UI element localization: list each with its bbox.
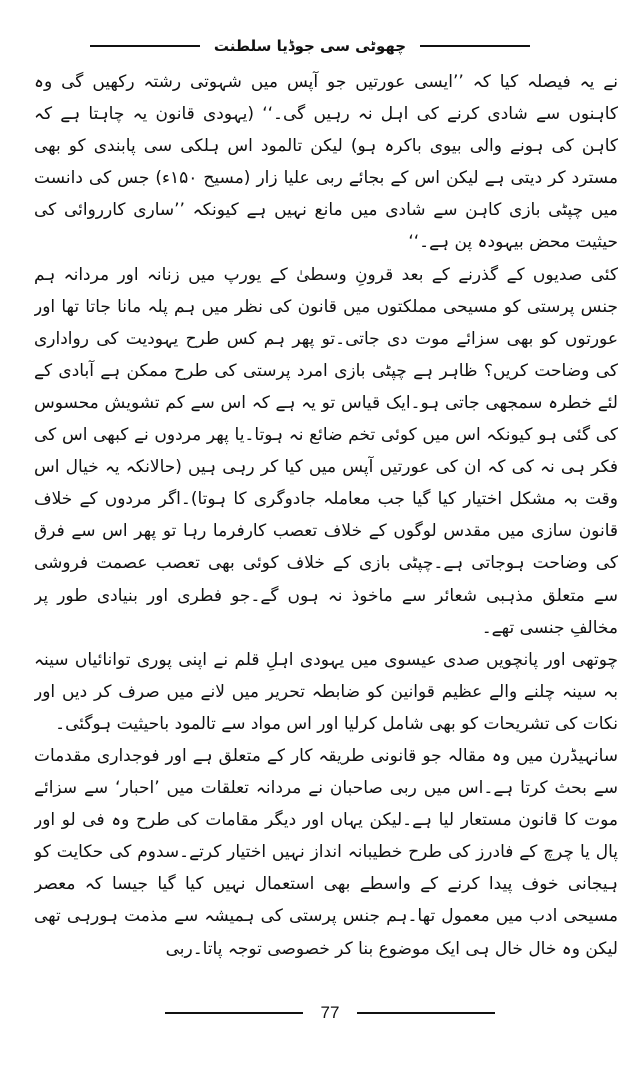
running-header-title: چھوٹی سی جوڈیا سلطنت [213, 37, 407, 55]
page-footer [165, 998, 495, 1028]
footer-rule-right [357, 1012, 495, 1014]
header-rule-right [420, 45, 530, 47]
paragraph: نے یہ فیصلہ کیا کہ ’’ایسی عورتیں جو آپس میں شہوتی رشتہ رکھیں گی وہ کاہنوں سے شادی کرنے کی اہل نہ رہیں گی۔‘‘ (یہودی قانون یہ چاہتا ہے کہ کاہن کی ہونے والی بیوی باکرہ ہو) لیکن تالمود اس ہلکی سی پابندی کو بھی مسترد کر دیتی ہے لیکن اس کے بجائے ربی علیا زار (مسیح ۱۵۰ء) جس کی دانست میں چپٹی بازی کاہن سے شادی میں مانع نہیں ہے کیونکہ ’’ساری کارروائی کی حیثیت محض بیہودہ پن ہے۔‘‘ [34, 72, 618, 253]
header-rule-left [90, 45, 200, 47]
footer-rule-left [165, 1012, 303, 1014]
running-header [90, 30, 530, 62]
page-number: 77 [320, 1003, 340, 1022]
paragraph: سانہیڈرن میں وہ مقالہ جو قانونی طریقہ کار کے متعلق ہے اور فوجداری مقدمات سے بحث کرتا ہے۔اس میں ربی صاحبان نے مردانہ تعلقات میں ’احبار‘ سے سزائے موت کا قانون مستعار لیا ہے۔لیکن یہاں اور دیگر مقامات کی طرح وہ فی لو اور پال یا چرچ کے فادرز کی طرح خطیبانہ انداز نہیں اختیار کرتے۔سدوم کی حکایت کو ہیجانی خوف پیدا کرنے کے واسطے بھی استعمال نہیں کیا گیا جیسا کہ معصر مسیحی ادب میں معمول تھا۔ہم جنس پرستی کی ہمیشہ سے مذمت ہورہی تھی لیکن وہ خال خال ہی ایک موضوع بنا کر خصوصی توجہ پاتا۔ربی [34, 745, 618, 959]
paragraph: چوتھی اور پانچویں صدی عیسوی میں یہودی اہلِ قلم نے اپنی پوری توانائیاں سینہ بہ سینہ چلنے والے عظیم قوانین کو ضابطہ تحریر میں لانے میں صرف کر دیں اور نکات کی تشریحات کو بھی شامل کرلیا اور اس مواد سے تالمود باحیثیت ہوگئی۔ [34, 649, 618, 734]
page-body-text [34, 66, 618, 981]
paragraph: کئی صدیوں کے گذرنے کے بعد قرونِ وسطیٰ کے یورپ میں زنانہ اور مردانہ ہم جنس پرستی کو مسیحی مملکتوں میں قانون کی نظر میں ہم پلہ مانا جاتا تھا اور عورتوں کو بھی سزائے موت دی جاتی۔تو پھر ہم کس طرح یہودیت کی رواداری کی وضاحت کریں؟ ظاہر ہے چپٹی بازی امرد پرستی کی طرح ممکن ہے آبادی کے لئے خطرہ سمجھی جاتی ہو۔ایک قیاس تو یہ ہے کہ اس سے کم تشویش محسوس کی گئی ہو کیونکہ اس میں کوئی تخم ضائع نہ ہوتا۔یا پھر مردوں نے کبھی اس کی فکر ہی نہ کی کہ ان کی عورتیں آپس میں کیا کر رہی ہیں (حالانکہ یہ خیال اس وقت بہ مشکل اختیار کیا گیا جب معاملہ جادوگری کا ہوتا)۔اگر مردوں کے خلاف قانون سازی میں مقدس لوگوں کے خلاف تعصب کارفرما رہا تو پھر اس سے فرق کی وضاحت ہوجاتی ہے۔چپٹی بازی کے خلاف کوئی بھی تعصب عصمت فروشی سے متعلق مذہبی شعائر سے ماخوذ نہ ہوں گے۔جو فطری اور بنیادی طور پر مخالفِ جنسی تھے۔ [34, 264, 618, 638]
